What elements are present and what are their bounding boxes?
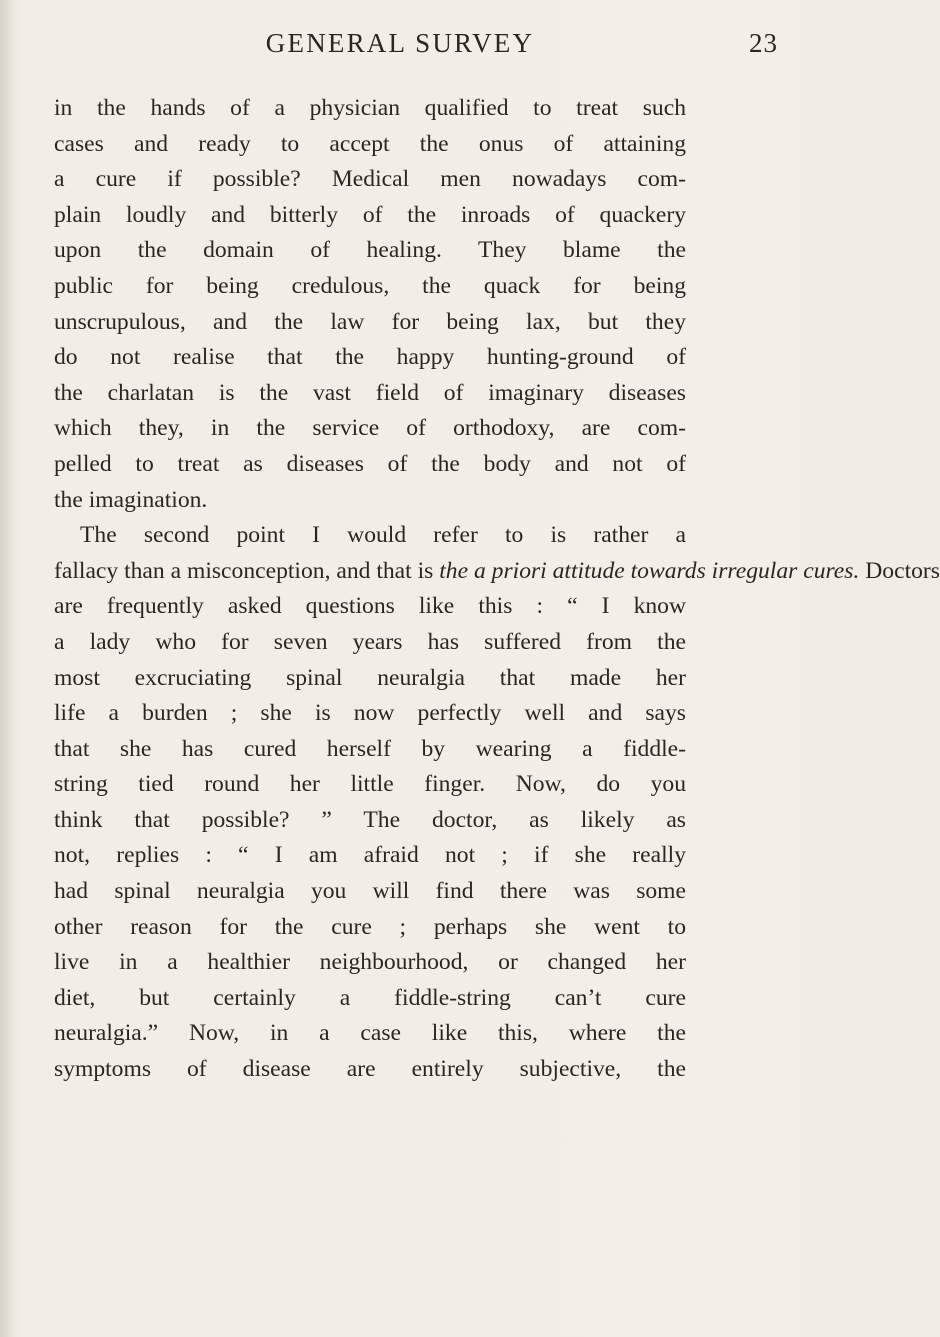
text-line: had spinal neuralgia you will find there was some [54,878,686,905]
text-line: think that possible? ” The doctor, as likely as [54,806,686,833]
page-number: 23 [749,28,778,58]
text-line: do not realise that the happy hunting-ground of [54,344,686,371]
text-line: live in a healthier neighbourhood, or changed her [54,949,686,976]
text-line: not, replies : “ I am afraid not ; if she really [54,842,686,869]
text-line: neuralgia.” Now, in a case like this, where the [54,1020,686,1047]
text-line: other reason for the cure ; perhaps she went to [54,913,686,940]
text-line: pelled to treat as diseases of the body and not of [54,450,686,477]
spine-shadow [0,0,14,1337]
text-line-mixed [54,554,940,590]
text-line: which they, in the service of orthodoxy, are com- [54,415,686,442]
text-line: symptoms of disease are entirely subjective, the [54,1056,686,1083]
running-title: GENERAL SURVEY [265,28,535,58]
text-line: a lady who for seven years has suffered from the [54,628,686,655]
text-line: unscrupulous, and the law for being lax, but they [54,308,686,335]
text-line: a cure if possible? Medical men nowadays com- [54,166,686,193]
text-line: in the hands of a physician qualified to treat such [54,95,686,121]
text-line: upon the domain of healing. They blame the [54,237,686,264]
text-line: life a burden ; she is now perfectly well and says [54,700,686,727]
text-run: fallacy than a misconception, and that is [54,557,434,584]
text-line: are frequently asked questions like this : “ I know [54,593,686,620]
text-line: most excruciating spinal neuralgia that made her [54,664,686,691]
text-line: the charlatan is the vast field of imaginary diseases [54,379,686,406]
text-line: that she has cured herself by wearing a fiddle- [54,735,686,762]
text-run: Doctors [865,557,940,584]
text-line: plain loudly and bitterly of the inroads of quackery [54,201,686,228]
text-line: string tied round her little finger. Now, do you [54,771,686,798]
body-text [54,91,940,1088]
text-line: cases and ready to accept the onus of attaining [54,130,686,157]
text-line: The second point I would refer to is rather a [80,522,686,549]
italic-phrase: the a priori attitude towards irregular cures. [439,557,860,584]
running-head [0,28,800,68]
text-line: the imagination. [54,486,208,513]
text-line: public for being credulous, the quack for being [54,272,686,299]
text-line: diet, but certainly a fiddle-string can’t cure [54,984,686,1011]
